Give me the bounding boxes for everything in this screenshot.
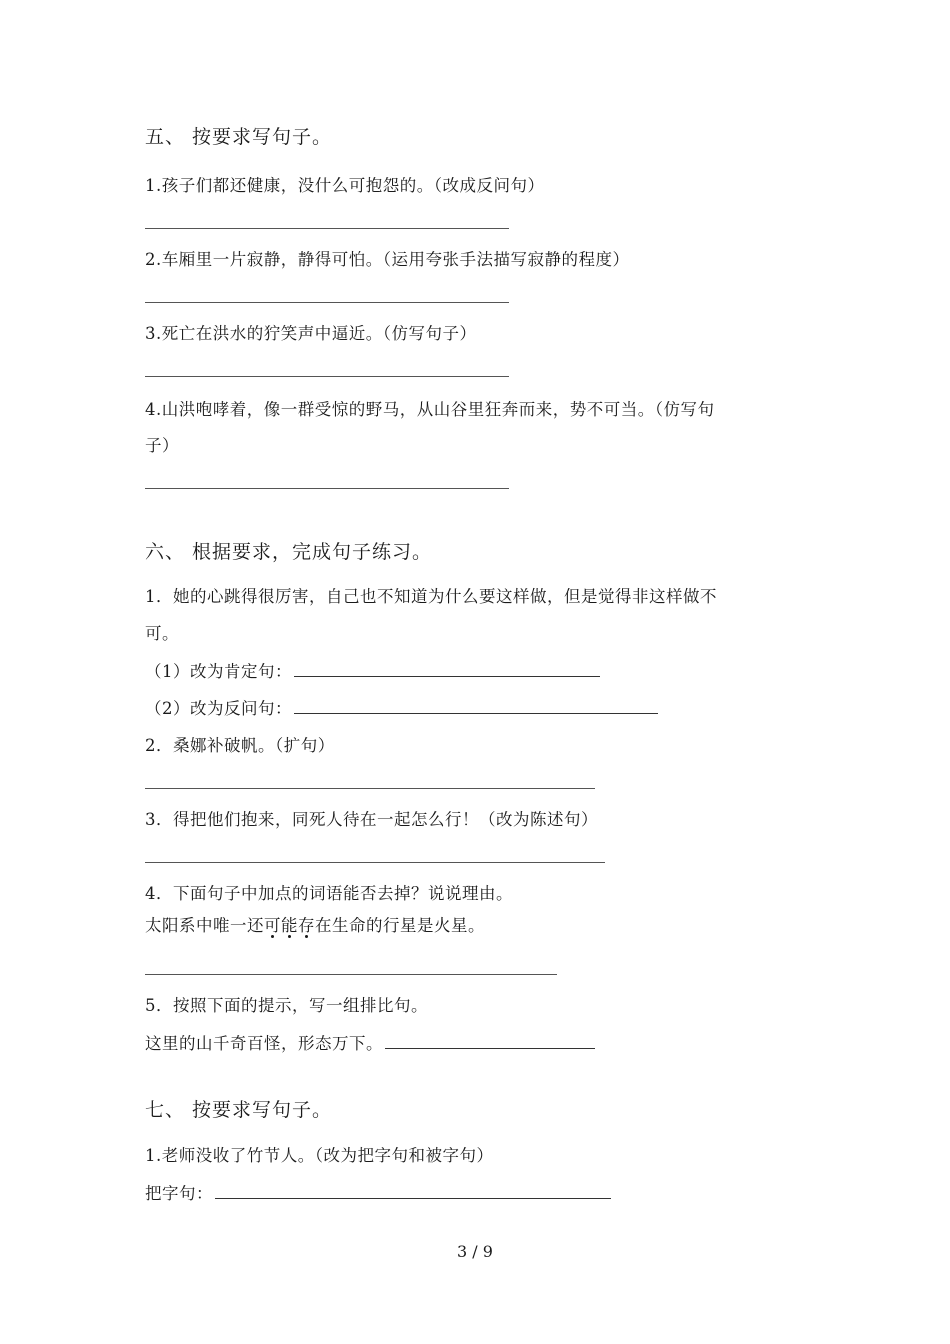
sub-label: （2）改为反问句： <box>145 699 292 718</box>
section5-question-4-cont: 子） <box>145 436 179 455</box>
section6-question-2: 2．桑娜补破帆。（扩句） <box>145 736 335 755</box>
answer-line[interactable] <box>145 488 509 489</box>
answer-line[interactable] <box>215 1182 611 1199</box>
section6-heading: 六、 根据要求，完成句子练习。 <box>145 541 433 563</box>
answer-line[interactable] <box>145 788 595 789</box>
section5-question-4: 4.山洪咆哮着，像一群受惊的野马，从山谷里狂奔而来，势不可当。（仿写句 <box>145 400 715 419</box>
section5-question-3: 3.死亡在洪水的狞笑声中逼近。（仿写句子） <box>145 324 477 343</box>
answer-line[interactable] <box>145 302 509 303</box>
answer-line[interactable] <box>294 697 658 714</box>
answer-line[interactable] <box>145 228 509 229</box>
answer-line[interactable] <box>145 974 557 975</box>
emphasis-dot <box>305 935 308 938</box>
emphasis-dot <box>288 935 291 938</box>
sub-label: 把字句： <box>145 1184 213 1203</box>
answer-line[interactable] <box>145 862 605 863</box>
section7-sub-1 <box>145 1180 611 1204</box>
section5-heading: 五、 按要求写句子。 <box>145 126 333 148</box>
section6-question-4-sentence: 太阳系中唯一还可能存在生命的行星是火星。 <box>145 916 485 935</box>
answer-line[interactable] <box>145 376 509 377</box>
answer-line[interactable] <box>294 660 600 677</box>
section6-question-5-sentence <box>145 1030 595 1054</box>
section7-question-1: 1.老师没收了竹节人。（改为把字句和被字句） <box>145 1146 494 1165</box>
section6-question-1: 1．她的心跳得很厉害，自己也不知道为什么要这样做，但是觉得非这样做不 <box>145 587 717 606</box>
section6-question-4: 4．下面句子中加点的词语能否去掉？说说理由。 <box>145 884 513 903</box>
section6-sub-2 <box>145 695 658 719</box>
emphasis-dot <box>271 935 274 938</box>
sub-label: （1）改为肯定句： <box>145 662 292 681</box>
section6-question-3: 3．得把他们抱来，同死人待在一起怎么行！（改为陈述句） <box>145 810 598 829</box>
page-number: 3 / 9 <box>457 1242 493 1261</box>
section5-question-1: 1.孩子们都还健康，没什么可抱怨的。（改成反问句） <box>145 176 545 195</box>
section7-heading: 七、 按要求写句子。 <box>145 1099 333 1121</box>
section5-question-2: 2.车厢里一片寂静，静得可怕。（运用夸张手法描写寂静的程度） <box>145 250 630 269</box>
section6-sub-1 <box>145 658 600 682</box>
prompt-sentence: 这里的山千奇百怪，形态万下。 <box>145 1034 383 1053</box>
section6-question-1-cont: 可。 <box>145 624 179 643</box>
answer-line[interactable] <box>385 1032 595 1049</box>
section6-question-5: 5．按照下面的提示，写一组排比句。 <box>145 996 428 1015</box>
